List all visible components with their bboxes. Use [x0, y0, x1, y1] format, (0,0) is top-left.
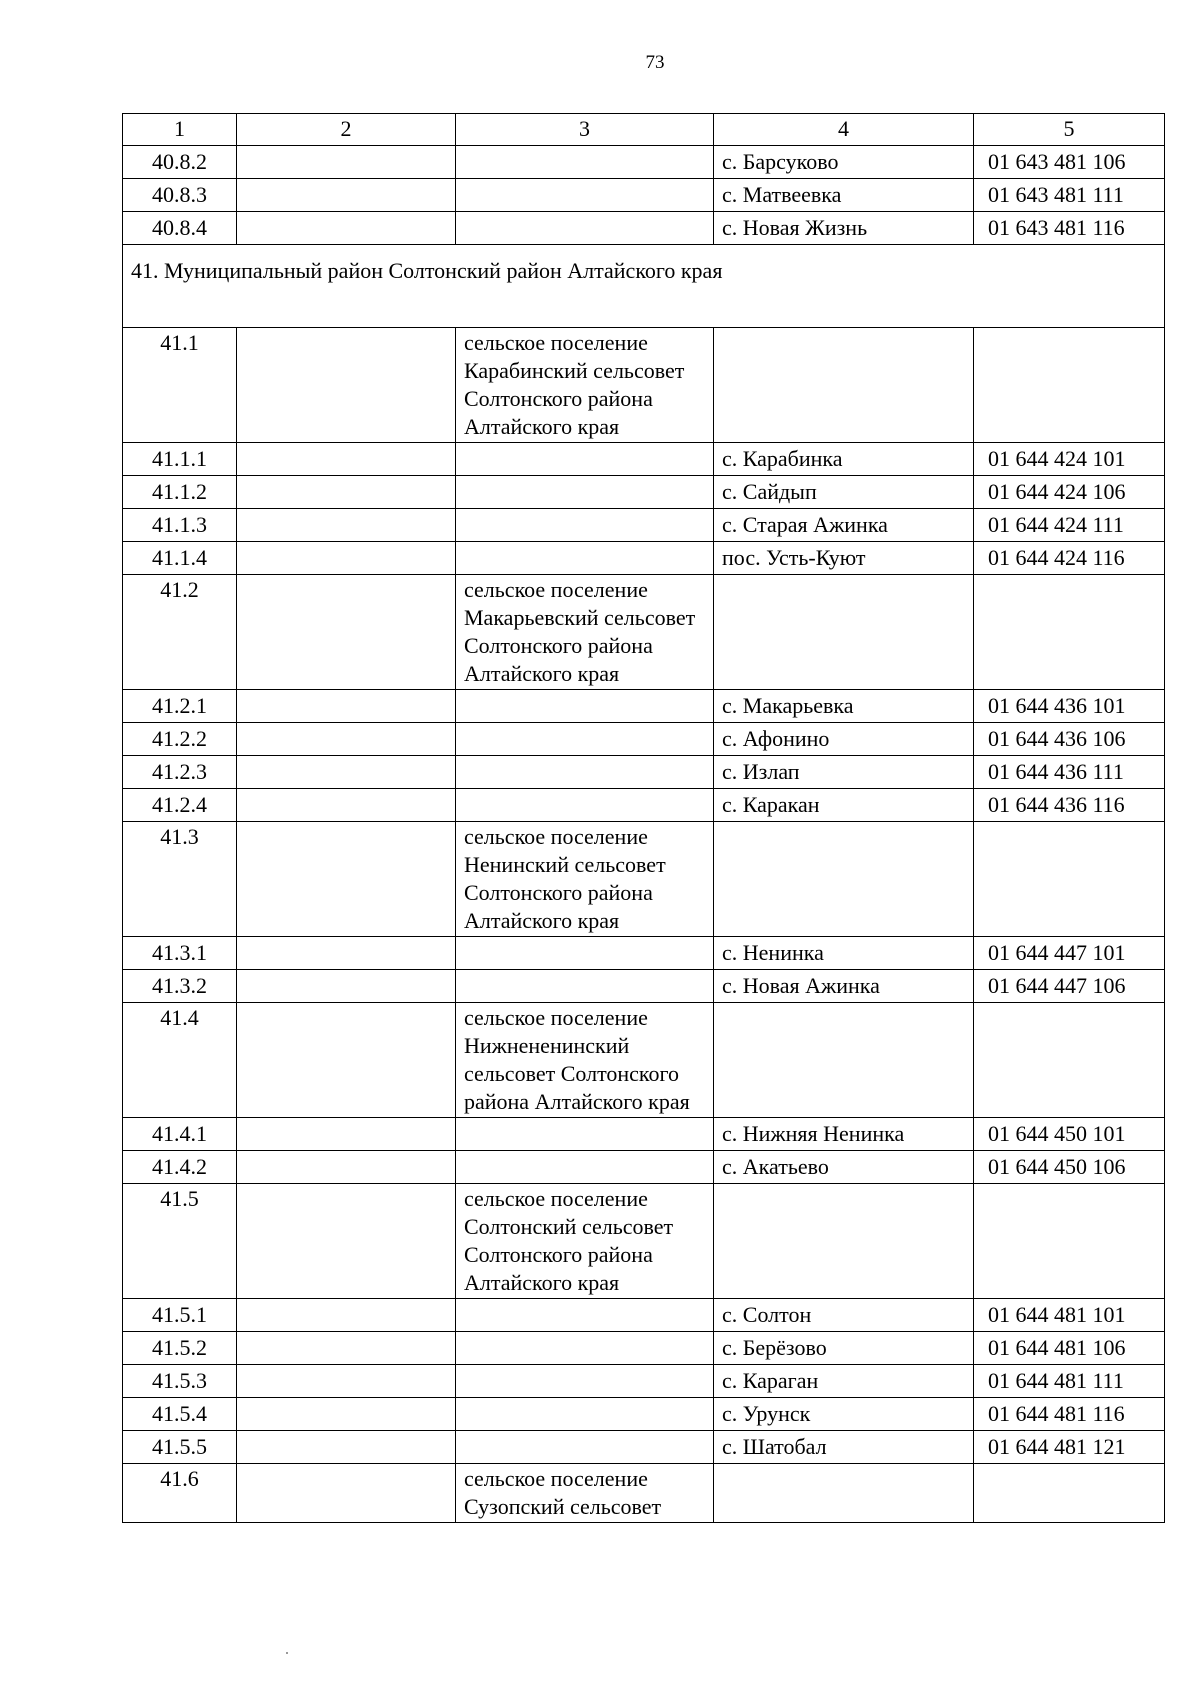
settlement-name-cell — [456, 690, 714, 723]
col-2-cell — [237, 1003, 456, 1118]
row-number-cell: 41.2.2 — [123, 723, 237, 756]
col-2-cell — [237, 1332, 456, 1365]
locality-name-cell: с. Ненинка — [714, 937, 974, 970]
col-2-cell — [237, 1118, 456, 1151]
col-2-cell — [237, 1464, 456, 1523]
table-row — [123, 789, 1165, 822]
row-number-cell: 40.8.4 — [123, 212, 237, 245]
row-number-cell: 41.1 — [123, 328, 237, 443]
row-number-cell: 41.2.1 — [123, 690, 237, 723]
locality-name-cell: с. Матвеевка — [714, 179, 974, 212]
settlement-name-cell — [456, 756, 714, 789]
locality-name-cell: с. Сайдып — [714, 476, 974, 509]
row-number-cell: 41.3.1 — [123, 937, 237, 970]
col-2-cell — [237, 476, 456, 509]
settlement-name-cell — [456, 723, 714, 756]
col-2-cell — [237, 328, 456, 443]
table-row — [123, 723, 1165, 756]
oktmo-code-cell — [974, 328, 1165, 443]
table-row — [123, 970, 1165, 1003]
settlement-row — [123, 822, 1165, 937]
oktmo-code-cell: 01 644 424 106 — [974, 476, 1165, 509]
header-col-5: 5 — [974, 114, 1165, 146]
oktmo-code-cell: 01 644 447 101 — [974, 937, 1165, 970]
table-row — [123, 542, 1165, 575]
table-row — [123, 1332, 1165, 1365]
oktmo-code-cell: 01 644 481 106 — [974, 1332, 1165, 1365]
settlement-name-cell — [456, 179, 714, 212]
locality-name-cell: с. Макарьевка — [714, 690, 974, 723]
table-row — [123, 179, 1165, 212]
settlement-row — [123, 1184, 1165, 1299]
locality-name-cell: с. Новая Ажинка — [714, 970, 974, 1003]
oktmo-code-cell: 01 644 424 116 — [974, 542, 1165, 575]
settlement-name-cell — [456, 1151, 714, 1184]
row-number-cell: 41.5.3 — [123, 1365, 237, 1398]
oktmo-code-cell: 01 644 481 116 — [974, 1398, 1165, 1431]
col-2-cell — [237, 789, 456, 822]
locality-name-cell: с. Солтон — [714, 1299, 974, 1332]
header-col-2: 2 — [237, 114, 456, 146]
row-number-cell: 41.2 — [123, 575, 237, 690]
col-2-cell — [237, 443, 456, 476]
table-row — [123, 1299, 1165, 1332]
col-2-cell — [237, 509, 456, 542]
table-row — [123, 1398, 1165, 1431]
table-row — [123, 1151, 1165, 1184]
settlement-name-cell — [456, 1299, 714, 1332]
row-number-cell: 41.4.1 — [123, 1118, 237, 1151]
settlement-name-cell — [456, 970, 714, 1003]
settlement-name-cell — [456, 1398, 714, 1431]
table-row — [123, 937, 1165, 970]
locality-name-cell: с. Каракан — [714, 789, 974, 822]
table-row — [123, 509, 1165, 542]
settlement-row — [123, 575, 1165, 690]
table-row — [123, 1118, 1165, 1151]
row-number-cell: 41.5.1 — [123, 1299, 237, 1332]
locality-name-cell: с. Шатобал — [714, 1431, 974, 1464]
col-2-cell — [237, 1151, 456, 1184]
settlement-name-cell — [456, 212, 714, 245]
oktmo-code-cell: 01 644 424 101 — [974, 443, 1165, 476]
row-number-cell: 41.3 — [123, 822, 237, 937]
col-2-cell — [237, 1431, 456, 1464]
oktmo-code-cell: 01 644 447 106 — [974, 970, 1165, 1003]
col-2-cell — [237, 970, 456, 1003]
row-number-cell: 41.5.2 — [123, 1332, 237, 1365]
row-number-cell: 41.4 — [123, 1003, 237, 1118]
region-heading: 41. Муниципальный район Солтонский район Алтайского края — [123, 245, 1165, 328]
row-number-cell: 40.8.2 — [123, 146, 237, 179]
col-2-cell — [237, 1299, 456, 1332]
oktmo-code-cell: 01 644 450 106 — [974, 1151, 1165, 1184]
row-number-cell: 41.3.2 — [123, 970, 237, 1003]
oktmo-code-cell: 01 644 481 101 — [974, 1299, 1165, 1332]
row-number-cell: 41.6 — [123, 1464, 237, 1523]
table-row — [123, 1431, 1165, 1464]
locality-name-cell — [714, 328, 974, 443]
locality-name-cell: пос. Усть-Куют — [714, 542, 974, 575]
oktmo-code-cell — [974, 575, 1165, 690]
oktmo-code-cell: 01 644 436 101 — [974, 690, 1165, 723]
page-number: 73 — [645, 52, 665, 73]
settlement-row — [123, 1464, 1165, 1523]
col-2-cell — [237, 179, 456, 212]
settlement-name-cell — [456, 443, 714, 476]
settlement-name-cell — [456, 476, 714, 509]
row-number-cell: 41.5.4 — [123, 1398, 237, 1431]
locality-name-cell: с. Карабинка — [714, 443, 974, 476]
oktmo-code-cell: 01 644 450 101 — [974, 1118, 1165, 1151]
table-row — [123, 146, 1165, 179]
table-row — [123, 476, 1165, 509]
oktmo-code-cell — [974, 1184, 1165, 1299]
locality-name-cell: с. Барсуково — [714, 146, 974, 179]
oktmo-code-cell — [974, 822, 1165, 937]
settlement-name-cell: сельское поселение Нижнененинский сельсовет Солтонского района Алтайского края — [456, 1003, 714, 1118]
col-2-cell — [237, 756, 456, 789]
row-number-cell: 41.2.3 — [123, 756, 237, 789]
row-number-cell: 41.1.4 — [123, 542, 237, 575]
col-2-cell — [237, 212, 456, 245]
col-2-cell — [237, 723, 456, 756]
table-row — [123, 443, 1165, 476]
settlement-name-cell — [456, 1118, 714, 1151]
locality-name-cell: с. Нижняя Ненинка — [714, 1118, 974, 1151]
scan-speck — [286, 1652, 288, 1654]
oktmo-code-cell — [974, 1003, 1165, 1118]
col-2-cell — [237, 937, 456, 970]
locality-name-cell: с. Новая Жизнь — [714, 212, 974, 245]
table-row — [123, 212, 1165, 245]
row-number-cell: 41.1.2 — [123, 476, 237, 509]
table-row — [123, 690, 1165, 723]
locality-name-cell: с. Старая Ажинка — [714, 509, 974, 542]
row-number-cell: 41.1.3 — [123, 509, 237, 542]
locality-name-cell — [714, 1464, 974, 1523]
settlement-name-cell: сельское поселение Карабинский сельсовет Солтонского района Алтайского края — [456, 328, 714, 443]
region-heading-row — [123, 245, 1165, 328]
settlement-name-cell — [456, 937, 714, 970]
settlement-row — [123, 1003, 1165, 1118]
locality-name-cell — [714, 1184, 974, 1299]
locality-name-cell — [714, 1003, 974, 1118]
row-number-cell: 40.8.3 — [123, 179, 237, 212]
row-number-cell: 41.1.1 — [123, 443, 237, 476]
oktmo-code-cell: 01 644 481 111 — [974, 1365, 1165, 1398]
oktmo-code-cell: 01 644 436 106 — [974, 723, 1165, 756]
table-row — [123, 756, 1165, 789]
row-number-cell: 41.4.2 — [123, 1151, 237, 1184]
registry-table — [122, 113, 1165, 1523]
col-2-cell — [237, 575, 456, 690]
locality-name-cell: с. Акатьево — [714, 1151, 974, 1184]
header-col-1: 1 — [123, 114, 237, 146]
row-number-cell: 41.2.4 — [123, 789, 237, 822]
locality-name-cell — [714, 575, 974, 690]
col-2-cell — [237, 146, 456, 179]
locality-name-cell: с. Излап — [714, 756, 974, 789]
col-2-cell — [237, 1398, 456, 1431]
oktmo-code-cell — [974, 1464, 1165, 1523]
oktmo-code-cell: 01 644 436 111 — [974, 756, 1165, 789]
table-body — [123, 114, 1165, 1523]
settlement-name-cell — [456, 542, 714, 575]
oktmo-code-cell: 01 643 481 111 — [974, 179, 1165, 212]
table-header-row — [123, 114, 1165, 146]
settlement-name-cell — [456, 1332, 714, 1365]
header-col-4: 4 — [714, 114, 974, 146]
oktmo-code-cell: 01 644 424 111 — [974, 509, 1165, 542]
col-2-cell — [237, 690, 456, 723]
settlement-name-cell: сельское поселение Солтонский сельсовет Солтонского района Алтайского края — [456, 1184, 714, 1299]
col-2-cell — [237, 1365, 456, 1398]
header-col-3: 3 — [456, 114, 714, 146]
locality-name-cell: с. Афонино — [714, 723, 974, 756]
settlement-name-cell — [456, 789, 714, 822]
oktmo-code-cell: 01 644 436 116 — [974, 789, 1165, 822]
table-row — [123, 1365, 1165, 1398]
oktmo-code-cell: 01 644 481 121 — [974, 1431, 1165, 1464]
col-2-cell — [237, 1184, 456, 1299]
locality-name-cell: с. Караган — [714, 1365, 974, 1398]
locality-name-cell: с. Урунск — [714, 1398, 974, 1431]
settlement-name-cell: сельское поселение Макарьевский сельсовет Солтонского района Алтайского края — [456, 575, 714, 690]
row-number-cell: 41.5 — [123, 1184, 237, 1299]
settlement-name-cell: сельское поселение Ненинский сельсовет Солтонского района Алтайского края — [456, 822, 714, 937]
settlement-name-cell — [456, 1431, 714, 1464]
col-2-cell — [237, 822, 456, 937]
settlement-row — [123, 328, 1165, 443]
settlement-name-cell — [456, 146, 714, 179]
settlement-name-cell — [456, 509, 714, 542]
settlement-name-cell: сельское поселение Сузопский сельсовет — [456, 1464, 714, 1523]
settlement-name-cell — [456, 1365, 714, 1398]
col-2-cell — [237, 542, 456, 575]
locality-name-cell — [714, 822, 974, 937]
row-number-cell: 41.5.5 — [123, 1431, 237, 1464]
oktmo-code-cell: 01 643 481 106 — [974, 146, 1165, 179]
oktmo-code-cell: 01 643 481 116 — [974, 212, 1165, 245]
locality-name-cell: с. Берёзово — [714, 1332, 974, 1365]
